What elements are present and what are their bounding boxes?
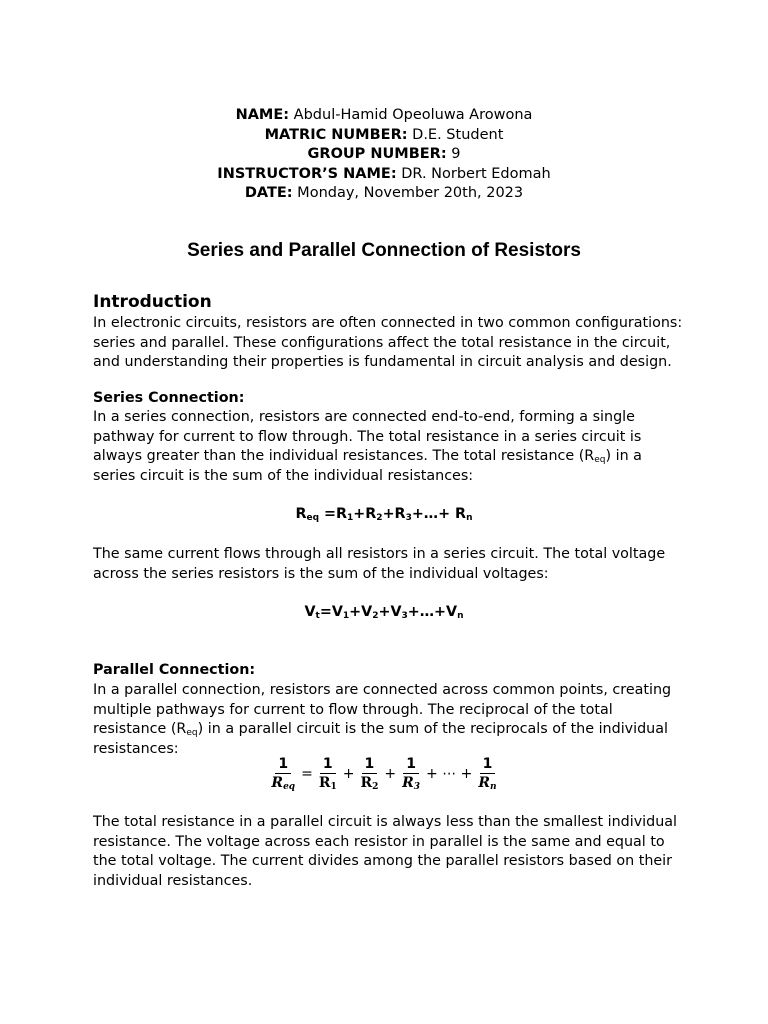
fraction-rn: $\frac{1}{R_n}$ [478, 756, 497, 792]
fraction-r3: $\frac{1}{R_3}$ [402, 756, 421, 792]
instructor-line: INSTRUCTOR’S NAME: DR. Norbert Edomah [217, 165, 551, 182]
parallel-heading: Parallel Connection: [93, 662, 256, 678]
group-line: GROUP NUMBER: 9 [307, 146, 461, 162]
fraction-r2: $\frac{1}{R_2}$ [360, 756, 379, 792]
matric-line: MATRIC NUMBER: D.E. Student [264, 126, 504, 143]
fraction-req: $\frac{1}{R_{eq}}$ [271, 756, 296, 792]
name-line: NAME: Abdul-Hamid Opeoluwa Arowona [235, 107, 533, 123]
student-info-block [0, 106, 768, 204]
series-voltage-equation: $V_t=V_1+V_2+V_3+\dots+V_n$ [304, 604, 464, 621]
series-paragraph: In a series connection, resistors are connected end-to-end, forming a single pathway for current to flow through. The total resistance in a series circuit is always greater than the individual resistances. The total resistance $(R_{eq})$ in a series circuit is the sum of the individual resistances: [93, 409, 642, 484]
parallel-resistance-equation: $\frac{1}{R_{eq}}$ = $\frac{1}{R_1}$ + $\frac{1}{R_2}$ + $\frac{1}{R_3}$ + ⋯ + $\frac{1}{R_n}$ [0, 756, 768, 791]
parallel-summary-paragraph: The total resistance in a parallel circuit is always less than the smallest individual resistance. The voltage across each resistor in parallel is the same and equal to the total voltage. The current divides among the parallel resistors based on their individual resistances. [93, 814, 678, 889]
series-heading: Series Connection: [93, 390, 245, 406]
document-title: Series and Parallel Connection of Resistors [187, 240, 581, 261]
series-resistance-equation: $R_{eq}$ $=R_1+R_2+R_3+\dots+ R_n$ [295, 506, 473, 523]
parallel-paragraph: In a parallel connection, resistors are connected across common points, creating multiple pathways for current to flow through. The reciprocal of the total resistance $(R_{eq})$ in a parallel circuit is the sum of the reciprocals of the individual resistances: [93, 682, 672, 757]
date-line: DATE: Monday, November 20th, 2023 [244, 185, 524, 201]
intro-heading: Introduction [93, 292, 212, 312]
intro-paragraph: In electronic circuits, resistors are often connected in two common configurations: series and parallel. These configurations affect the total resistance in the circuit, and understanding their properties is fundamental in circuit analysis and design. [93, 315, 683, 371]
fraction-r1: $\frac{1}{R_1}$ [318, 756, 337, 792]
series-voltage-paragraph: The same current flows through all resistors in a series circuit. The total voltage across the series resistors is the sum of the individual voltages: [93, 546, 666, 582]
